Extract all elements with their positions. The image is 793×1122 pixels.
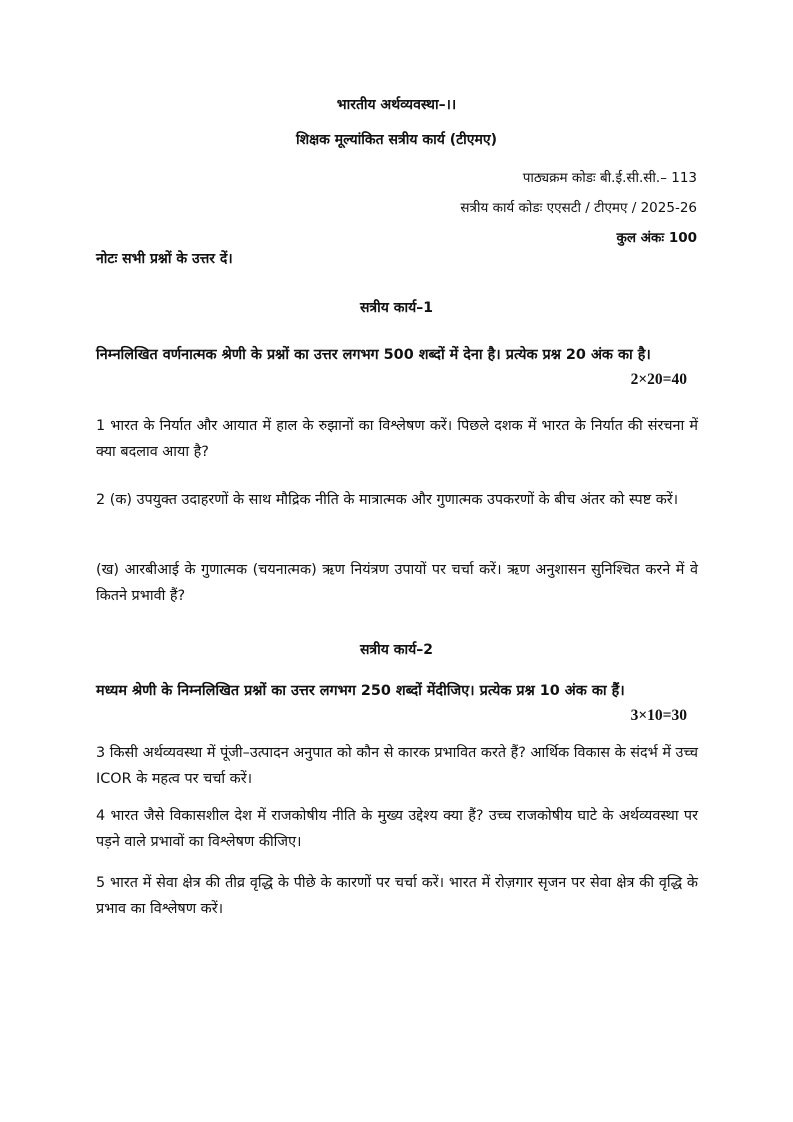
section-marks-1: 2×20=40 [630,371,687,388]
section-instruction-1: निम्नलिखित वर्णनात्मक श्रेणी के प्रश्नों का उत्तर लगभग 500 शब्दों में देना है। प्रत्येक प्रश्न 20 अंक का है। [96,347,651,363]
document-title: शिक्षक मूल्यांकित सत्रीय कार्य (टीएमए) [295,132,498,148]
course-title: भारतीय अर्थव्यवस्था–।। [336,97,457,113]
question-4: 4 भारत जैसे विकासशील देश में राजकोषीय नीति के मुख्य उद्देश्य क्या हैं? उच्च राजकोषीय घाटे के अर्थव्यवस्था पर पड़ने वाले प्रभावों का विश्लेषण कीजिए। [96,808,698,850]
assignment-code: सत्रीय कार्य कोडः एएसटी / टीएमए / 2025-26 [460,200,697,216]
question-5: 5 भारत में सेवा क्षेत्र की तीव्र वृद्धि के पीछे के कारणों पर चर्चा करें। भारत में रोज़गार सृजन पर सेवा क्षेत्र की वृद्धि के प्रभाव का विश्लेषण करें। [96,875,698,917]
section-heading-1: सत्रीय कार्य–1 [359,300,434,316]
section-instruction-2: मध्यम श्रेणी के निम्नलिखित प्रश्नों का उत्तर लगभग 250 शब्दों मेंदीजिए। प्रत्येक प्रश्न 10 अंक का हैं। [96,683,625,699]
section-heading-2: सत्रीय कार्य–2 [359,642,434,658]
question-2a: 2 (क) उपयुक्त उदाहरणों के साथ मौद्रिक नीति के मात्रात्मक और गुणात्मक उपकरणों के बीच अंतर को स्पष्ट करें। [96,492,679,508]
section-marks-2: 3×10=30 [630,707,687,724]
question-1: 1 भारत के निर्यात और आयात में हाल के रुझानों का विश्लेषण करें। पिछले दशक में भारत के निर्यात की संरचना में क्या बदलाव आया है? [96,418,698,460]
question-2b: (ख) आरबीआई के गुणात्मक (चयनात्मक) ऋण नियंत्रण उपायों पर चर्चा करें। ऋण अनुशासन सुनिश्चित करने में वे कितने प्रभावी हैं? [96,562,698,604]
question-3: 3 किसी अर्थव्यवस्था में पूंजी–उत्पादन अनुपात को कौन से कारक प्रभावित करते हैं? आर्थिक विकास के संदर्भ में उच्च ICOR के महत्व पर चर्चा करें। [96,745,698,787]
total-marks: कुल अंकः 100 [616,230,697,246]
note: नोटः सभी प्रश्नों के उत्तर दें। [96,251,233,267]
course-code: पाठ्यक्रम कोडः बी.ई.सी.सी.– 113 [522,170,697,186]
